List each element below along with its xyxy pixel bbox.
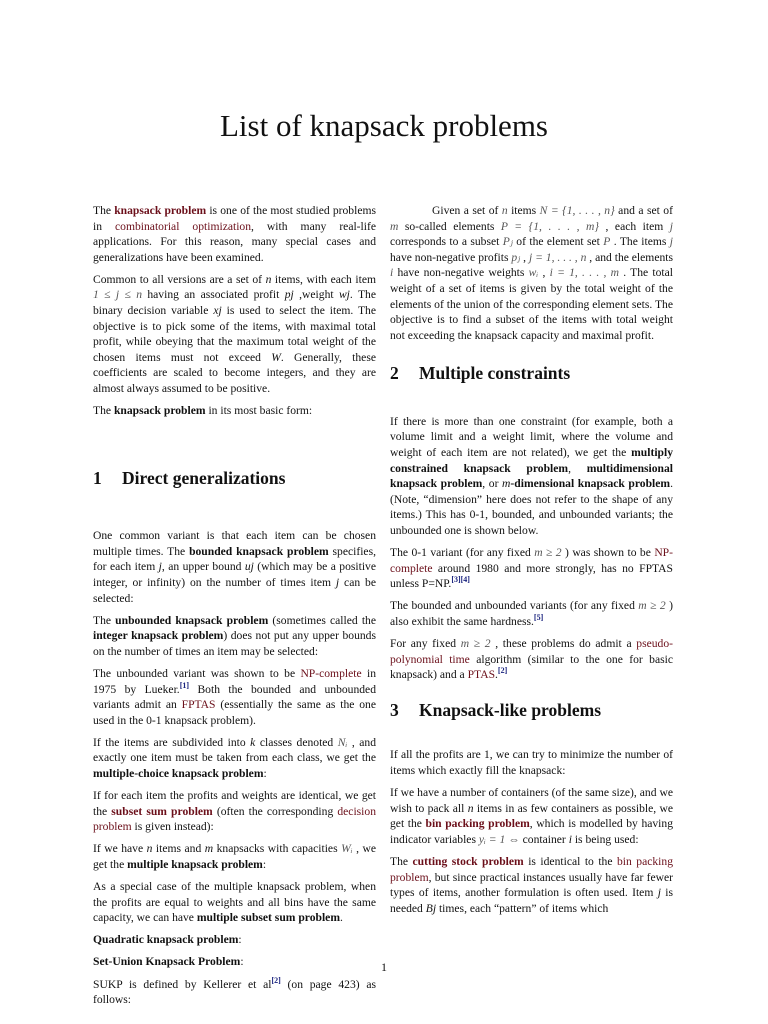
text-run: , [520, 250, 529, 264]
page-title: List of knapsack problems [219, 108, 548, 143]
paragraph [93, 272, 376, 397]
text-run: ) does not put any upper bounds on the number of times an item may be selected: [93, 629, 376, 658]
math-expression: n [501, 204, 508, 217]
math-expression: m [390, 219, 399, 233]
text-run: , an upper bound [161, 560, 245, 574]
paragraph [93, 528, 376, 606]
math-expression: yᵢ = 1 ⇔ [478, 832, 520, 846]
left-column [93, 203, 376, 1014]
paragraph [390, 636, 673, 683]
text-run: (often the corresponding [212, 804, 338, 818]
text-run: have non-negative weights [393, 266, 529, 280]
paragraph [93, 932, 376, 948]
text-run: wj [338, 288, 350, 302]
text-run: , which is modelled by having indicator variables [390, 817, 674, 846]
text-run: in 1975 by Lueker. [93, 666, 376, 696]
text-run: and a set of [614, 204, 673, 217]
paragraph [390, 598, 673, 629]
text-run: j [657, 886, 661, 900]
text-run: For any fixed [390, 637, 461, 651]
paragraph [390, 414, 673, 539]
text-run: Both the bounded and unbounded variants admit an [93, 682, 376, 712]
text-run: knapsack problem [113, 404, 206, 418]
text-run: items [507, 204, 540, 217]
section-number: 3 [390, 700, 399, 721]
section-title: Knapsack-like problems [419, 700, 601, 721]
text-run: The [93, 404, 114, 418]
math-expression: 1 ≤ j ≤ n [93, 288, 142, 302]
text-run: ) also exhibit the same hardness. [390, 599, 673, 628]
text-run: . [339, 911, 343, 925]
section-heading [390, 362, 571, 383]
text-run: having an associated profit [142, 288, 285, 302]
text-run: : [262, 858, 267, 871]
section-number: 2 [390, 362, 399, 383]
text-run: Common to all versions are a set of [93, 272, 266, 286]
text-run: of the element set [512, 235, 604, 249]
wiki-link[interactable]: FPTAS [181, 698, 216, 712]
text-run: have non-negative profits [390, 250, 512, 264]
text-run: The [93, 613, 116, 627]
text-run: -dimensional knapsack problem [510, 477, 671, 491]
wiki-link[interactable]: cutting stock problem [412, 854, 524, 868]
text-run: m [204, 842, 214, 856]
text-run: unbounded knapsack problem [115, 613, 269, 627]
text-run: If for each item the profits and weights are identical, we get the [93, 789, 376, 818]
section-2-header [390, 350, 673, 414]
section-title: Multiple constraints [419, 362, 571, 383]
text-run: n [146, 842, 153, 856]
paragraph [93, 788, 376, 835]
text-run: If we have a number of containers (of the same size), and we wish to pack all [390, 786, 673, 815]
text-run: : [238, 933, 242, 947]
text-run: times, each “pattern” of items which [436, 901, 609, 915]
sukp-definition [390, 203, 673, 343]
math-expression: Pⱼ [502, 235, 513, 249]
text-run: (essentially the same as the one used in the 0-1 knapsack problem). [93, 698, 376, 727]
text-run: n [467, 801, 474, 815]
math-expression: m ≥ 2 [534, 546, 562, 560]
text-run: multiple knapsack problem [127, 858, 263, 871]
wiki-link[interactable]: knapsack problem [114, 204, 207, 217]
text-run: : [263, 767, 267, 781]
text-run: knapsacks with capacities [213, 842, 342, 856]
citation-link[interactable]: [3][4] [451, 575, 470, 585]
text-run: multidimensional knapsack problem [390, 461, 674, 491]
math-expression: m ≥ 2 [638, 599, 666, 613]
text-run: ,weight [293, 288, 339, 302]
text-run: , these problems do admit a [490, 637, 637, 651]
wiki-link[interactable]: bin packing problem [425, 817, 530, 831]
text-run: n [265, 272, 272, 286]
text-run: is identical to the [523, 854, 617, 868]
text-run: SUKP is defined by Kellerer et al [93, 977, 272, 991]
text-run: The unbounded variant was shown to be [93, 666, 301, 680]
text-run: . The items [610, 235, 670, 249]
math-expression: j [669, 219, 673, 233]
text-run: around 1980 and more strongly, has no FPTAS unless P=NP. [390, 561, 673, 591]
text-run: items, with each item [271, 272, 377, 286]
text-run: (which may be a positive integer, or infinity) on the number of times item [93, 560, 376, 589]
text-run: bounded knapsack problem [189, 544, 329, 558]
text-run: ) was shown to be [561, 546, 655, 560]
text-run: multiple-choice knapsack problem [93, 767, 264, 781]
text-run: If there is more than one constraint (for example, both a volume limit and a weight limit, where the volume and weight of each item are not related), we get the [390, 414, 673, 460]
section-1-body [93, 528, 376, 1008]
text-run: so-called elements [398, 219, 501, 233]
section-3-body [390, 747, 673, 916]
section-1-header [93, 425, 376, 495]
text-run: . Generally, these coefficients are scaled to become integers, and they are almost always assumed to be positive. [93, 350, 376, 396]
text-run: Bj [425, 901, 437, 915]
text-run: m [502, 477, 511, 491]
paragraph [390, 785, 673, 847]
paragraph [390, 203, 673, 343]
text-run: i [568, 832, 572, 846]
math-expression: m ≥ 2 [460, 637, 491, 651]
citation-link[interactable]: [5] [533, 613, 544, 623]
intro-paragraphs [93, 203, 376, 419]
text-run: . The total weight of a set of items is given by the total weight of the elements of the union of the corresponding element sets. The objective is to find a subset of the items with total weight not exceeding the knapsack capacity and maximal profit. [390, 266, 673, 342]
text-run: , [568, 461, 587, 475]
paragraph [390, 545, 673, 592]
text-run: integer knapsack problem [93, 629, 224, 643]
wiki-link[interactable]: combinatorial optimization [115, 219, 252, 233]
text-run: . [495, 668, 498, 682]
paragraph [93, 666, 376, 728]
text-run: multiple subset sum problem [196, 911, 340, 925]
text-run: , but since practical instances usually have far fewer types of items, another formulation is often used. Item [390, 870, 673, 900]
text-run: j [158, 560, 162, 574]
text-run: The bounded and unbounded variants (for any fixed [390, 599, 639, 613]
text-run: W [271, 350, 281, 364]
math-expression: P = {1, . . . , m} [500, 219, 600, 233]
paragraph [93, 977, 376, 1008]
text-run: , and the elements [586, 250, 673, 264]
text-run: is given instead): [131, 820, 214, 834]
text-run: . (Note, “dimension” here does not refer to the shape of any items.) This has 0-1, bounded, and unbounded variants; the unbounded one is shown below. [390, 477, 673, 537]
section-heading [390, 700, 601, 721]
text-run: multiply constrained knapsack problem [390, 446, 673, 475]
paragraph [93, 203, 376, 265]
wiki-link[interactable]: decision problem [93, 804, 376, 834]
text-run: specifies, for each item [93, 544, 376, 574]
citation-link[interactable]: [2] [271, 975, 281, 985]
math-expression: P [603, 235, 611, 249]
text-run: items and [152, 842, 205, 856]
citation-link[interactable]: [2] [497, 666, 508, 676]
paragraph [390, 747, 673, 778]
text-run: , each item [599, 219, 670, 233]
text-run: k [250, 735, 256, 749]
right-column [390, 203, 673, 923]
text-run: : [240, 955, 244, 969]
text-run: container [519, 832, 569, 846]
math-expression: N = {1, . . . , n} [539, 204, 615, 217]
text-run: is one of the most studied problems in [93, 204, 376, 233]
section-2-body [390, 414, 673, 683]
paragraph [93, 841, 376, 872]
text-run: , [538, 266, 550, 280]
text-run: items in as few containers as possible, we get the [390, 801, 673, 831]
text-run: j [335, 576, 340, 589]
text-run: algorithm (similar to the one for basic knapsack) and a [390, 652, 673, 682]
text-run: Quadratic knapsack problem [93, 933, 239, 947]
text-run: The [390, 854, 413, 868]
text-run: , or [482, 477, 503, 491]
wiki-link[interactable]: bin packing problem [390, 854, 673, 884]
section-3-header [390, 689, 673, 747]
text-run: Set-Union Knapsack Problem [93, 955, 241, 969]
text-run: , and exactly one item must be taken from each class, we get the [93, 735, 376, 765]
text-run: can be selected: [93, 576, 376, 605]
math-expression: j = 1, . . . , n [528, 250, 587, 264]
math-expression: i [390, 266, 394, 280]
text-run: The [93, 204, 115, 217]
text-run: is being used: [571, 832, 639, 846]
math-expression: Nᵢ [337, 735, 348, 749]
wiki-link[interactable]: NP-complete [390, 546, 673, 575]
wiki-link[interactable]: NP-complete [300, 666, 362, 680]
text-run: is used to select the item. The objective is to pick some of the items, with maximal total profit, while obeying that the maximum total weight of the chosen items must not exceed [93, 304, 376, 364]
text-run: (sometimes called the [268, 613, 376, 627]
section-title: Direct generalizations [122, 468, 286, 489]
text-run: Given a set of [432, 204, 502, 217]
paragraph [390, 854, 673, 916]
text-run: As a special case of the multiple knapsack problem, when the profits are equal to weights and all bins have the same capacity, we can have [93, 880, 376, 925]
text-run: , we get the [93, 842, 377, 871]
text-run: One common variant is that each item can be chosen multiple times. The [93, 529, 376, 558]
wiki-link[interactable]: PTAS [467, 668, 496, 682]
math-expression: pⱼ [511, 250, 521, 264]
text-run: . The binary decision variable [93, 288, 377, 318]
citation-link[interactable]: [1] [179, 680, 190, 690]
paragraph [93, 403, 376, 419]
paragraph [93, 735, 376, 782]
page-number: 1 [381, 960, 387, 974]
text-run: pj [284, 288, 294, 302]
text-run: (on page 423) as follows: [93, 977, 377, 1007]
wiki-link[interactable]: subset sum problem [111, 804, 213, 818]
text-run: xj [213, 304, 222, 318]
text-run: If all the profits are 1, we can try to minimize the number of items which exactly fill the knapsack: [390, 748, 673, 777]
math-expression: i = 1, . . . , m [549, 266, 619, 280]
section-heading [93, 468, 286, 489]
text-run: uj [244, 560, 254, 574]
text-run: If the items are subdivided into [93, 735, 251, 749]
text-run: , with many real-life applications. For this reason, many special cases and generalizations have been examined. [93, 219, 376, 264]
text-run: The 0-1 variant (for any fixed [390, 546, 535, 560]
section-number: 1 [93, 468, 102, 489]
text-run: corresponds to a subset [390, 235, 503, 249]
paragraph [93, 879, 376, 926]
paragraph [93, 613, 376, 660]
math-expression: Wᵢ [341, 842, 353, 856]
text-run: classes denoted [255, 735, 338, 749]
text-run: If we have [93, 842, 147, 856]
text-run: is needed [390, 886, 673, 915]
math-expression: wᵢ [528, 266, 539, 280]
math-expression: j [669, 235, 673, 249]
wiki-link[interactable]: pseudo-polynomial time [390, 637, 673, 666]
text-run: in its most basic form: [205, 404, 313, 418]
